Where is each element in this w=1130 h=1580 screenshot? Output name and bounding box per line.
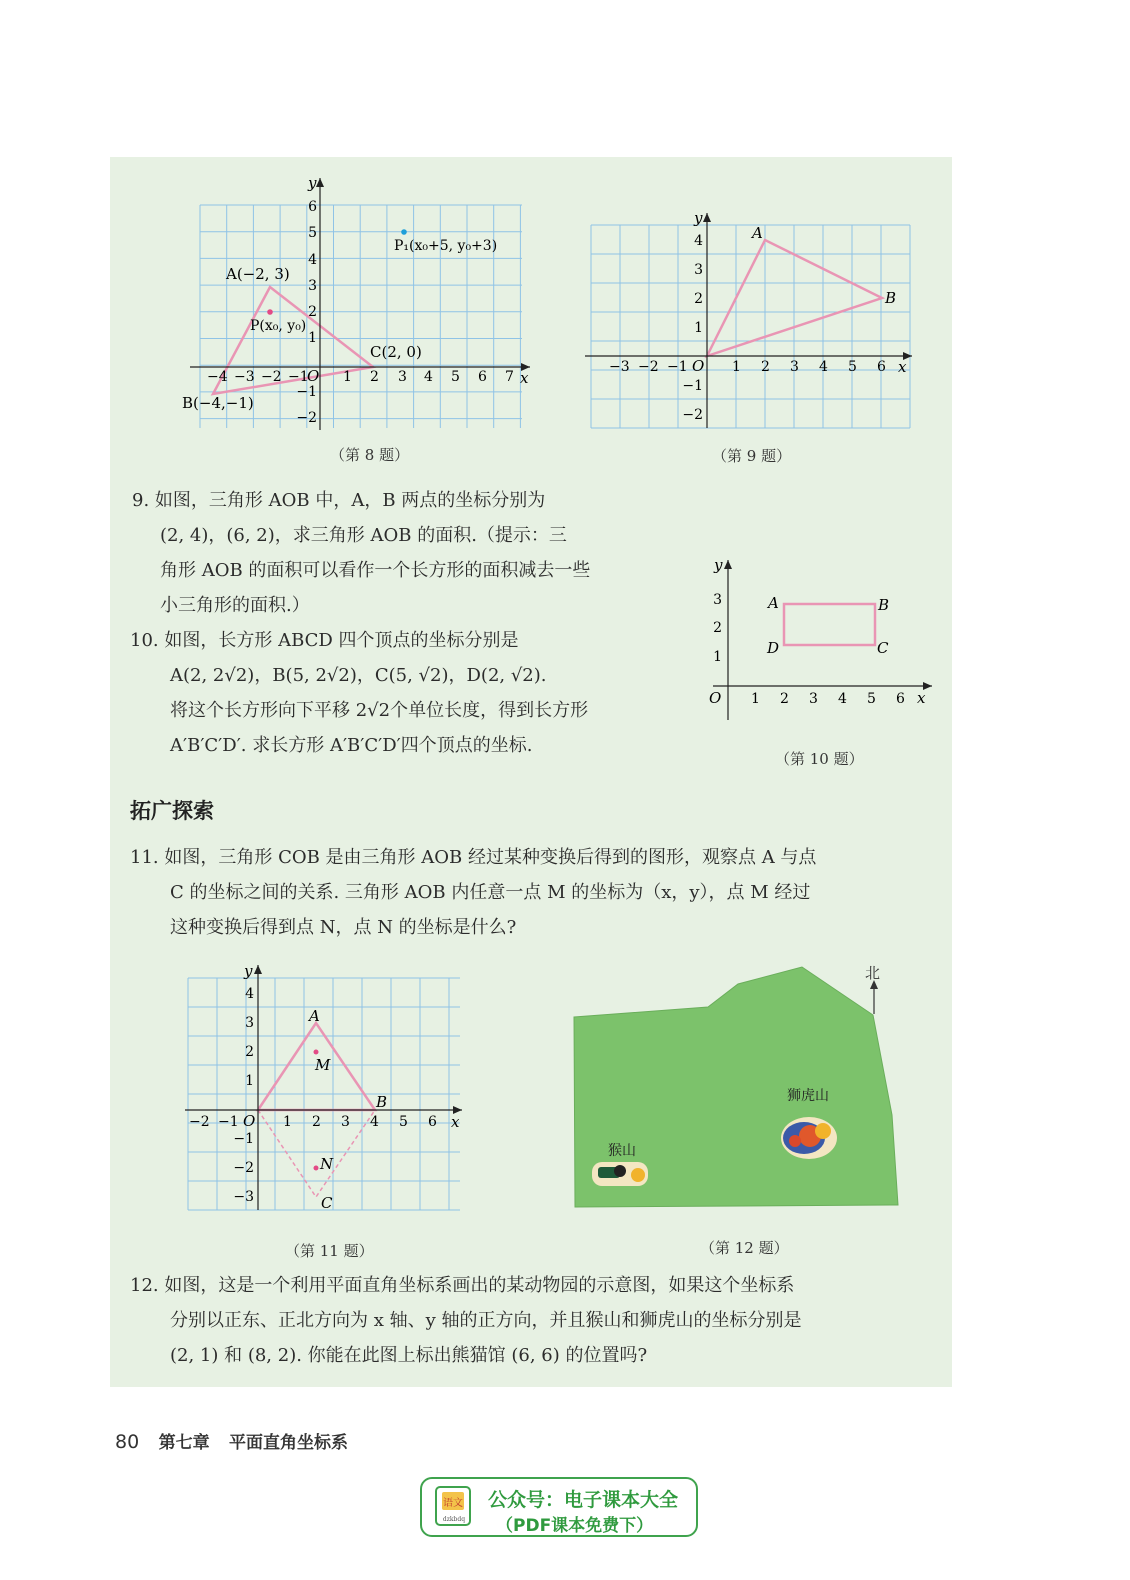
label-b: B — [885, 289, 897, 307]
svg-text:6: 6 — [308, 199, 317, 215]
q9-line-2: (2, 4)，(6, 2)，求三角形 AOB 的面积.（提示：三 — [160, 525, 567, 546]
x-axis-label: x — [898, 358, 907, 376]
svg-text:−1: −1 — [218, 1114, 239, 1130]
y-tick-labels — [682, 233, 703, 423]
x-tick-labels — [751, 691, 905, 707]
question-10 — [130, 623, 588, 763]
svg-text:2: 2 — [245, 1044, 254, 1060]
label-p1: P₁(x₀+5, y₀+3) — [394, 238, 498, 254]
svg-text:3: 3 — [398, 369, 407, 385]
q10-line-1: 10. 如图，长方形 ABCD 四个顶点的坐标分别是 — [130, 630, 519, 651]
svg-text:1: 1 — [713, 649, 722, 665]
svg-text:1: 1 — [732, 359, 741, 375]
svg-text:−1: −1 — [288, 369, 309, 385]
wechat-badge — [420, 1477, 698, 1537]
svg-text:1: 1 — [751, 691, 760, 707]
svg-text:1: 1 — [245, 1073, 254, 1089]
figure-12-zoo-map — [570, 955, 910, 1215]
svg-text:6: 6 — [877, 359, 886, 375]
svg-text:4: 4 — [424, 369, 433, 385]
label-a: A(−2, 3) — [226, 265, 290, 283]
y-tick-labels — [713, 592, 722, 665]
y-tick-labels — [233, 986, 254, 1205]
svg-text:6: 6 — [896, 691, 905, 707]
q10-line-4: A′B′C′D′. 求长方形 A′B′C′D′四个顶点的坐标. — [170, 735, 533, 756]
lion-tiger-hill-label: 狮虎山 — [787, 1088, 829, 1104]
svg-text:5: 5 — [451, 369, 460, 385]
svg-text:4: 4 — [694, 233, 703, 249]
q11-line-1: 11. 如图，三角形 COB 是由三角形 AOB 经过某种变换后得到的图形，观察点 A 与点 — [130, 847, 817, 868]
svg-text:4: 4 — [245, 986, 254, 1002]
section-title: 拓广探索 — [130, 799, 214, 823]
x-axis-label: x — [451, 1113, 460, 1131]
svg-text:5: 5 — [848, 359, 857, 375]
svg-text:5: 5 — [867, 691, 876, 707]
svg-text:2: 2 — [312, 1114, 321, 1130]
origin-label: O — [243, 1112, 256, 1130]
svg-text:−1: −1 — [682, 378, 703, 394]
svg-text:语文: 语文 — [443, 1498, 463, 1509]
label-c: C — [321, 1194, 333, 1212]
figure-9-coordinate-plane — [580, 205, 920, 435]
svg-text:5: 5 — [308, 225, 317, 241]
label-n: N — [320, 1155, 334, 1173]
figure-10-caption: （第 10 题） — [775, 750, 864, 768]
figure-11-coordinate-plane — [180, 958, 470, 1220]
label-c: C(2, 0) — [370, 343, 422, 361]
svg-text:3: 3 — [341, 1114, 350, 1130]
svg-text:2: 2 — [694, 291, 703, 307]
badge-line-2: （PDF课本免费下） — [496, 1516, 654, 1536]
svg-text:−1: −1 — [667, 359, 688, 375]
origin-label: O — [307, 367, 320, 385]
svg-text:1: 1 — [694, 320, 703, 336]
y-axis-label: y — [694, 209, 703, 227]
figure-12-caption: （第 12 题） — [700, 1239, 789, 1257]
point-m — [314, 1050, 319, 1055]
lion-tiger-hill-icon — [781, 1117, 837, 1159]
origin-label: O — [692, 357, 705, 375]
q10-line-3: 将这个长方形向下平移 2√2个单位长度，得到长方形 — [170, 700, 589, 721]
figure-8-coordinate-plane — [170, 165, 550, 440]
svg-text:−2: −2 — [296, 410, 317, 426]
label-a: A — [309, 1007, 320, 1025]
svg-text:3: 3 — [809, 691, 818, 707]
point-p — [267, 309, 273, 315]
x-tick-labels — [189, 1114, 437, 1130]
q12-line-2: 分别以正东、正北方向为 x 轴、y 轴的正方向，并且猴山和狮虎山的坐标分别是 — [170, 1310, 802, 1331]
q9-line-1: 9. 如图，三角形 AOB 中，A，B 两点的坐标分别为 — [132, 490, 546, 511]
figure-9-grid — [591, 225, 910, 428]
svg-text:1: 1 — [283, 1114, 292, 1130]
y-axis-label: y — [244, 962, 253, 980]
monkey-hill-label: 猴山 — [608, 1143, 636, 1159]
rectangle-abcd — [784, 604, 875, 645]
figure-9-caption: （第 9 题） — [712, 447, 792, 465]
y-axis-arrow — [724, 560, 732, 569]
q9-line-4: 小三角形的面积.） — [160, 595, 310, 616]
svg-text:−2: −2 — [261, 369, 282, 385]
point-n — [314, 1166, 319, 1171]
svg-text:−2: −2 — [638, 359, 659, 375]
chapter-number: 第七章 — [158, 1433, 210, 1453]
svg-text:−2: −2 — [233, 1160, 254, 1176]
label-a: A — [752, 224, 763, 242]
svg-text:−2: −2 — [189, 1114, 210, 1130]
figure-8-caption: （第 8 题） — [330, 446, 410, 464]
page-number: 80 — [115, 1431, 140, 1453]
figure-10-coordinate-plane — [700, 550, 940, 725]
svg-text:6: 6 — [478, 369, 487, 385]
q12-line-3: (2, 1) 和 (8, 2). 你能在此图上标出熊猫馆 (6, 6) 的位置吗? — [170, 1345, 648, 1366]
figure-11-grid — [188, 978, 460, 1210]
y-axis-arrow — [703, 213, 711, 222]
svg-text:−2: −2 — [682, 407, 703, 423]
y-axis-arrow — [254, 965, 262, 974]
svg-text:2: 2 — [370, 369, 379, 385]
figure-11-caption: （第 11 题） — [285, 1242, 374, 1260]
q11-line-3: 这种变换后得到点 N，点 N 的坐标是什么? — [170, 917, 517, 938]
svg-text:2: 2 — [761, 359, 770, 375]
svg-text:3: 3 — [713, 592, 722, 608]
svg-text:−3: −3 — [234, 369, 255, 385]
svg-text:dzkbdq: dzkbdq — [442, 1516, 466, 1523]
svg-text:6: 6 — [428, 1114, 437, 1130]
x-tick-labels — [609, 359, 886, 375]
svg-text:1: 1 — [343, 369, 352, 385]
north-label: 北 — [865, 964, 881, 982]
x-axis-label: x — [520, 369, 529, 387]
book-icon — [432, 1485, 476, 1529]
svg-text:4: 4 — [819, 359, 828, 375]
svg-text:2: 2 — [780, 691, 789, 707]
svg-text:−4: −4 — [207, 369, 228, 385]
label-b: B(−4,−1) — [182, 394, 254, 412]
q12-line-1: 12. 如图，这是一个利用平面直角坐标系画出的某动物园的示意图，如果这个坐标系 — [130, 1275, 795, 1296]
svg-text:4: 4 — [370, 1114, 379, 1130]
label-c: C — [877, 639, 889, 657]
svg-text:2: 2 — [308, 304, 317, 320]
point-p1 — [401, 229, 407, 235]
svg-text:−3: −3 — [609, 359, 630, 375]
svg-text:4: 4 — [308, 252, 317, 268]
svg-text:2: 2 — [713, 620, 722, 636]
svg-text:3: 3 — [245, 1015, 254, 1031]
svg-text:5: 5 — [399, 1114, 408, 1130]
q11-line-2: C 的坐标之间的关系. 三角形 AOB 内任意一点 M 的坐标为（x，y），点 M 经过 — [170, 882, 811, 903]
y-axis-label: y — [714, 556, 723, 574]
y-axis-arrow — [316, 178, 324, 187]
chapter-title: 平面直角坐标系 — [229, 1433, 348, 1453]
y-axis-label: y — [308, 174, 317, 192]
monkey-hill-icon — [592, 1162, 648, 1186]
badge-line-1: 公众号：电子课本大全 — [488, 1489, 679, 1511]
question-12 — [130, 1268, 801, 1373]
q10-line-2: A(2, 2√2)，B(5, 2√2)，C(5, √2)，D(2, √2). — [170, 665, 547, 686]
svg-text:4: 4 — [838, 691, 847, 707]
label-b: B — [878, 596, 890, 614]
svg-text:7: 7 — [505, 369, 514, 385]
svg-text:−1: −1 — [233, 1131, 254, 1147]
x-axis-label: x — [917, 689, 926, 707]
q9-line-3: 角形 AOB 的面积可以看作一个长方形的面积减去一些 — [160, 560, 591, 581]
origin-label: O — [709, 689, 722, 707]
question-9 — [132, 483, 590, 623]
label-m: M — [315, 1056, 331, 1074]
svg-text:3: 3 — [308, 278, 317, 294]
svg-text:−3: −3 — [233, 1189, 254, 1205]
label-p: P(x₀, y₀) — [250, 318, 307, 334]
label-a: A — [768, 594, 779, 612]
svg-text:3: 3 — [694, 262, 703, 278]
label-d: D — [767, 639, 780, 657]
page-footer — [115, 1428, 348, 1453]
svg-text:1: 1 — [308, 330, 317, 346]
svg-text:3: 3 — [790, 359, 799, 375]
label-b: B — [376, 1093, 388, 1111]
question-11 — [130, 840, 816, 945]
svg-text:−1: −1 — [296, 384, 317, 400]
